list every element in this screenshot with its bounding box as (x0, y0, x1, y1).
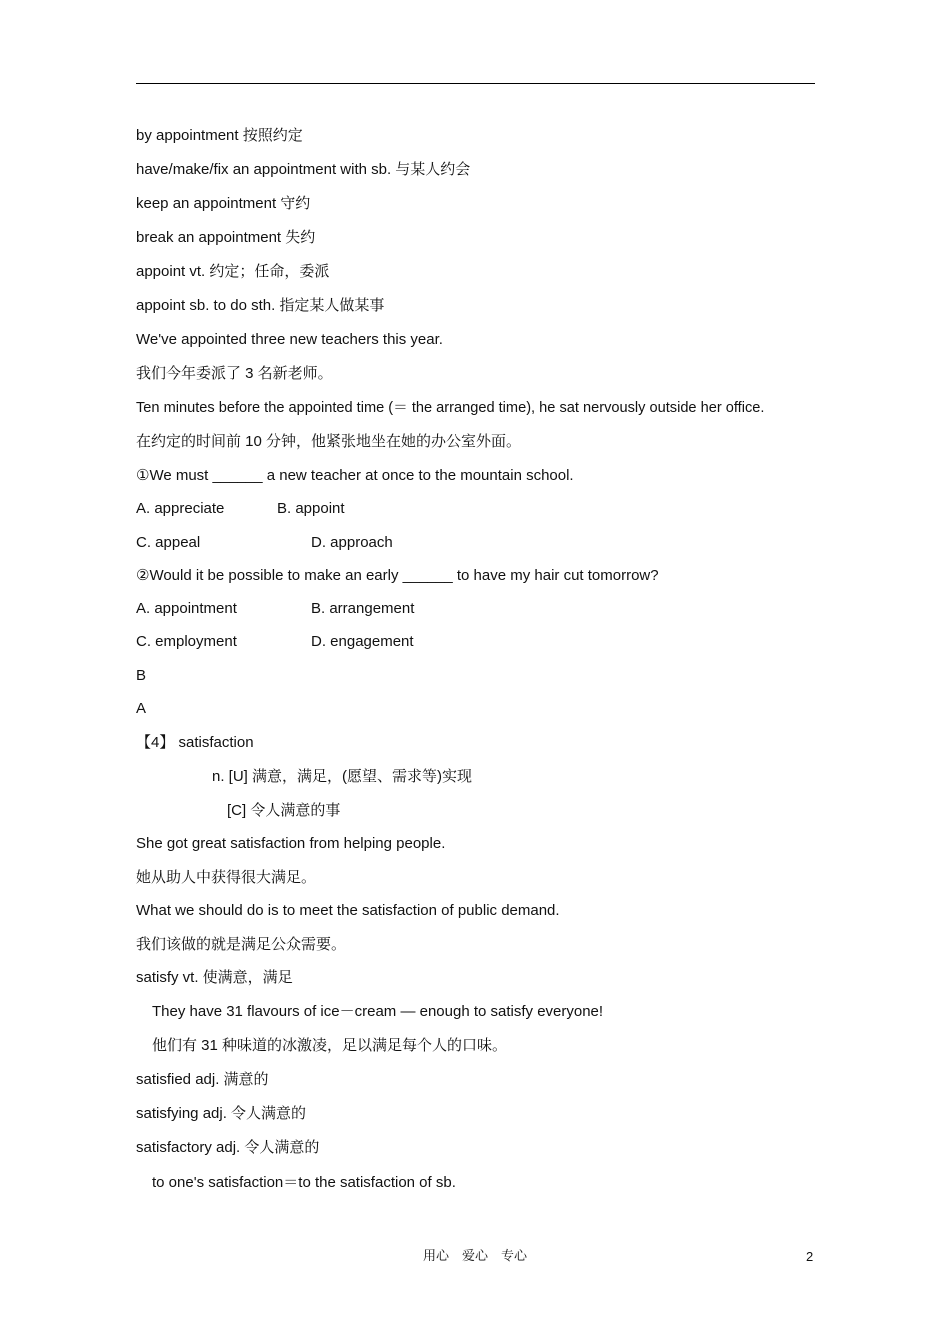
definition-countable: [C] 令人满意的事 (227, 802, 341, 819)
text-line: 我们今年委派了 3 名新老师。 (136, 365, 333, 382)
q1-option-d: D. approach (311, 534, 393, 551)
answer-1: B (136, 667, 147, 684)
phrase-line: to one's satisfaction＝to the satisfaction of sb. (152, 1174, 456, 1191)
q2-option-a: A. appointment (136, 600, 237, 617)
text-line: 在约定的时间前 10 分钟，他紧张地坐在她的办公室外面。 (136, 433, 522, 450)
q1-option-c: C. appeal (136, 534, 201, 551)
text-line: What we should do is to meet the satisfaction of public demand. (136, 902, 560, 919)
text-line: Ten minutes before the appointed time (＝ the arranged time), he sat nervously outside her office. (136, 400, 765, 416)
definition-uncountable: n. [U] 满意，满足，(愿望、需求等)实现 (212, 768, 473, 785)
example-english: They have 31 flavours of ice－cream — enough to satisfy everyone! (152, 1003, 604, 1020)
text-line: appoint sb. to do sth. 指定某人做某事 (136, 297, 385, 314)
q1-option-b: B. appoint (277, 500, 345, 517)
q1-option-a: A. appreciate (136, 500, 225, 517)
page-number: 2 (806, 1249, 814, 1264)
text-line: by appointment 按照约定 (136, 127, 303, 144)
text-line: appoint vt. 约定；任命，委派 (136, 263, 330, 280)
q2-option-d: D. engagement (311, 633, 414, 650)
text-line: keep an appointment 守约 (136, 195, 311, 212)
text-line: satisfy vt. 使满意，满足 (136, 969, 293, 986)
text-line: break an appointment 失约 (136, 229, 316, 246)
text-line: We've appointed three new teachers this year. (136, 331, 443, 348)
header-rule (136, 83, 815, 84)
q2-option-c: C. employment (136, 633, 237, 650)
question-2: ②Would it be possible to make an early ______ to have my hair cut tomorrow? (136, 567, 659, 584)
text-line: have/make/fix an appointment with sb. 与某人约会 (136, 161, 471, 178)
text-line: satisfying adj. 令人满意的 (136, 1105, 307, 1122)
section-heading: 【4】 satisfaction (136, 734, 254, 751)
text-line: She got great satisfaction from helping people. (136, 835, 446, 852)
question-1: ①We must ______ a new teacher at once to the mountain school. (136, 467, 574, 484)
text-line: satisfied adj. 满意的 (136, 1071, 269, 1088)
text-line: 她从助人中获得很大满足。 (136, 869, 317, 886)
footer-motto: 用心 爱心 专心 (422, 1249, 527, 1264)
text-line: satisfactory adj. 令人满意的 (136, 1139, 320, 1156)
example-chinese: 他们有 31 种味道的冰激凌，足以满足每个人的口味。 (152, 1037, 508, 1054)
answer-2: A (136, 700, 147, 717)
text-line: 我们该做的就是满足公众需要。 (136, 936, 347, 953)
q2-option-b: B. arrangement (311, 600, 415, 617)
